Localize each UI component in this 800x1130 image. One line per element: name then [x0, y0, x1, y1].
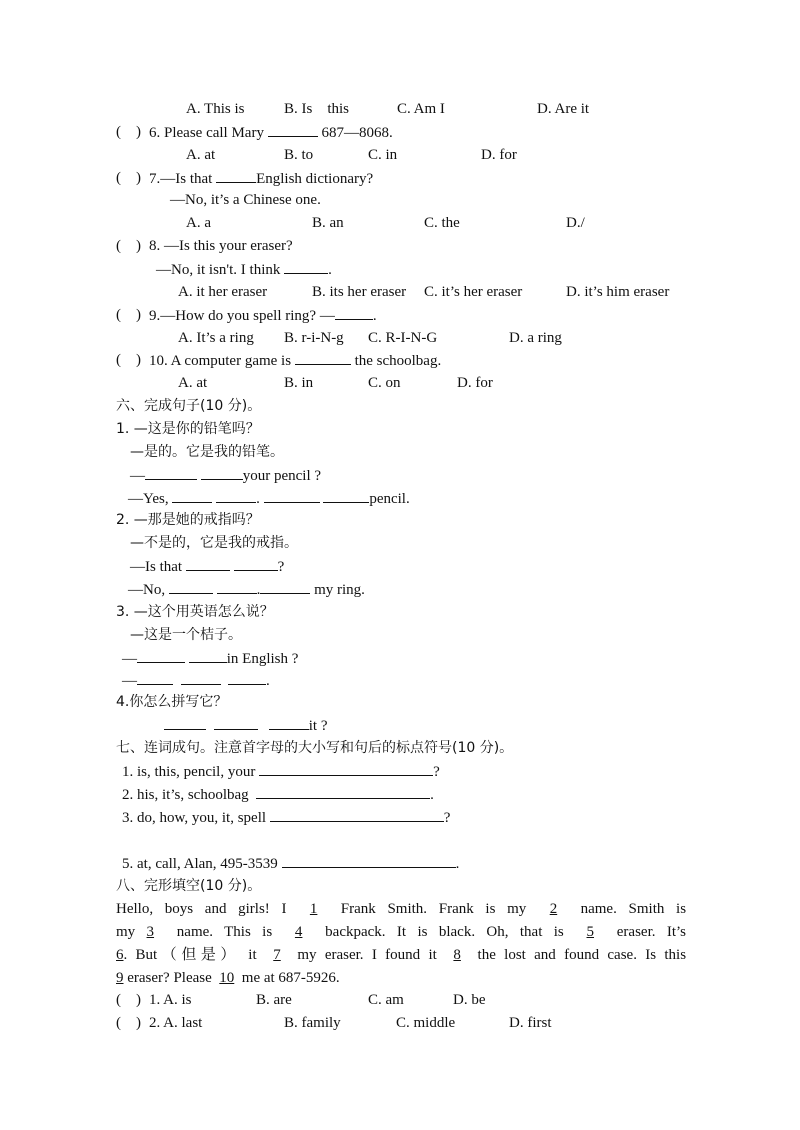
q7-answer: —No, it’s a Chinese one. [170, 192, 321, 208]
cloze-choice-2-paren: ( ) [116, 1015, 141, 1031]
s6-1-cn-question: 1. —这是你的铅笔吗？ [116, 421, 260, 437]
cloze-line-1: Hello, boys and girls! I 1 Frank Smith. Frank is my 2 name. Smith is [116, 901, 687, 917]
cloze-choice-2-c: C. middle [396, 1015, 456, 1031]
q9-option-b: B. r-i-N-g [284, 330, 344, 346]
q8-answer: —No, it isn't. I think . [156, 259, 332, 280]
q8-paren: ( ) [116, 238, 141, 254]
q6-option-b: B. to [284, 147, 314, 163]
s6-2-en-answer: —No, . my ring. [128, 579, 365, 600]
s6-1-en-question: — your pencil ? [130, 465, 321, 486]
q9-option-c: C. R-I-N-G [368, 330, 438, 346]
cloze-choice-2-d: D. first [509, 1015, 552, 1031]
q9-option-a: A. It’s a ring [178, 330, 254, 346]
q9-paren: ( ) [116, 307, 141, 323]
s6-3-en-answer: — . [122, 670, 270, 691]
q5-option-b: B. Is this [284, 101, 350, 117]
cloze-choice-1-b: B. are [256, 992, 292, 1008]
q8-option-a: A. it her eraser [178, 284, 268, 300]
s6-2-cn-answer: —不是的，它是我的戒指。 [130, 535, 298, 551]
s6-1-cn-answer: —是的。它是我的铅笔。 [130, 444, 284, 460]
q5-option-c: C. Am I [397, 101, 445, 117]
section7-heading: 七、连词成句。注意首字母的大小写和句后的标点符号(10 分)。 [116, 740, 514, 756]
section8-heading: 八、完形填空(10 分)。 [116, 878, 262, 894]
cloze-choice-1-paren: ( ) [116, 992, 141, 1008]
q9-option-d: D. a ring [509, 330, 562, 346]
q10-option-a: A. at [178, 375, 208, 391]
q8-option-d: D. it’s him eraser [566, 284, 670, 300]
q5-option-d: D. Are it [537, 101, 590, 117]
section6-heading: 六、完成句子(10 分)。 [116, 398, 262, 414]
cloze-choice-1-c: C. am [368, 992, 404, 1008]
cloze-choice-2-b: B. family [284, 1015, 341, 1031]
q8-option-c: C. it’s her eraser [424, 284, 523, 300]
q6-stem: 6. Please call Mary 687—8068. [149, 122, 393, 143]
q9-stem: 9.—How do you spell ring? — . [149, 305, 377, 326]
q10-stem: 10. A computer game is the schoolbag. [149, 350, 441, 371]
q10-option-d: D. for [457, 375, 493, 391]
q8-option-b: B. its her eraser [312, 284, 407, 300]
q7-option-d: D./ [566, 215, 585, 231]
s6-1-en-answer: —Yes, . pencil. [128, 488, 410, 509]
cloze-choice-1-d: D. be [453, 992, 486, 1008]
q7-option-c: C. the [424, 215, 460, 231]
cloze-choice-2-a: 2. A. last [149, 1015, 203, 1031]
q6-option-c: C. in [368, 147, 398, 163]
q5-option-a: A. This is [186, 101, 245, 117]
s7-item-3: 3. do, how, you, it, spell ? [122, 807, 450, 828]
s6-2-en-question: —Is that ? [130, 556, 284, 577]
s6-3-cn-question: 3. —这个用英语怎么说？ [116, 604, 274, 620]
q8-stem: 8. —Is this your eraser? [149, 238, 293, 254]
s6-4-en-blanks: it ? [164, 715, 328, 736]
s7-item-1: 1. is, this, pencil, your ? [122, 761, 440, 782]
cloze-choice-1-a: 1. A. is [149, 992, 192, 1008]
s7-item-5: 5. at, call, Alan, 495-3539 . [122, 853, 459, 874]
s6-2-cn-question: 2. —那是她的戒指吗？ [116, 512, 260, 528]
q6-option-d: D. for [481, 147, 517, 163]
q7-option-b: B. an [312, 215, 344, 231]
s6-3-cn-answer: —这是一个桔子。 [130, 627, 242, 643]
q6-option-a: A. at [186, 147, 216, 163]
cloze-line-4: 9 eraser? Please 10 me at 687-5926. [116, 970, 340, 986]
q10-paren: ( ) [116, 352, 141, 368]
s6-3-en-question: — in English ? [122, 648, 298, 669]
q6-paren: ( ) [116, 124, 141, 140]
cloze-line-3: 6. But（但是） it 7 my eraser. I found it 8 the lost and found case. Is this [116, 947, 687, 963]
q7-stem: 7.—Is that English dictionary? [149, 168, 373, 189]
q7-option-a: A. a [186, 215, 211, 231]
cloze-line-2: my 3 name. This is 4 backpack. It is black. Oh, that is 5 eraser. It’s [116, 924, 687, 940]
q10-option-b: B. in [284, 375, 314, 391]
q7-paren: ( ) [116, 170, 141, 186]
q10-option-c: C. on [368, 375, 401, 391]
s6-4-cn-question: 4.你怎么拼写它？ [116, 694, 228, 710]
s7-item-2: 2. his, it’s, schoolbag . [122, 784, 434, 805]
